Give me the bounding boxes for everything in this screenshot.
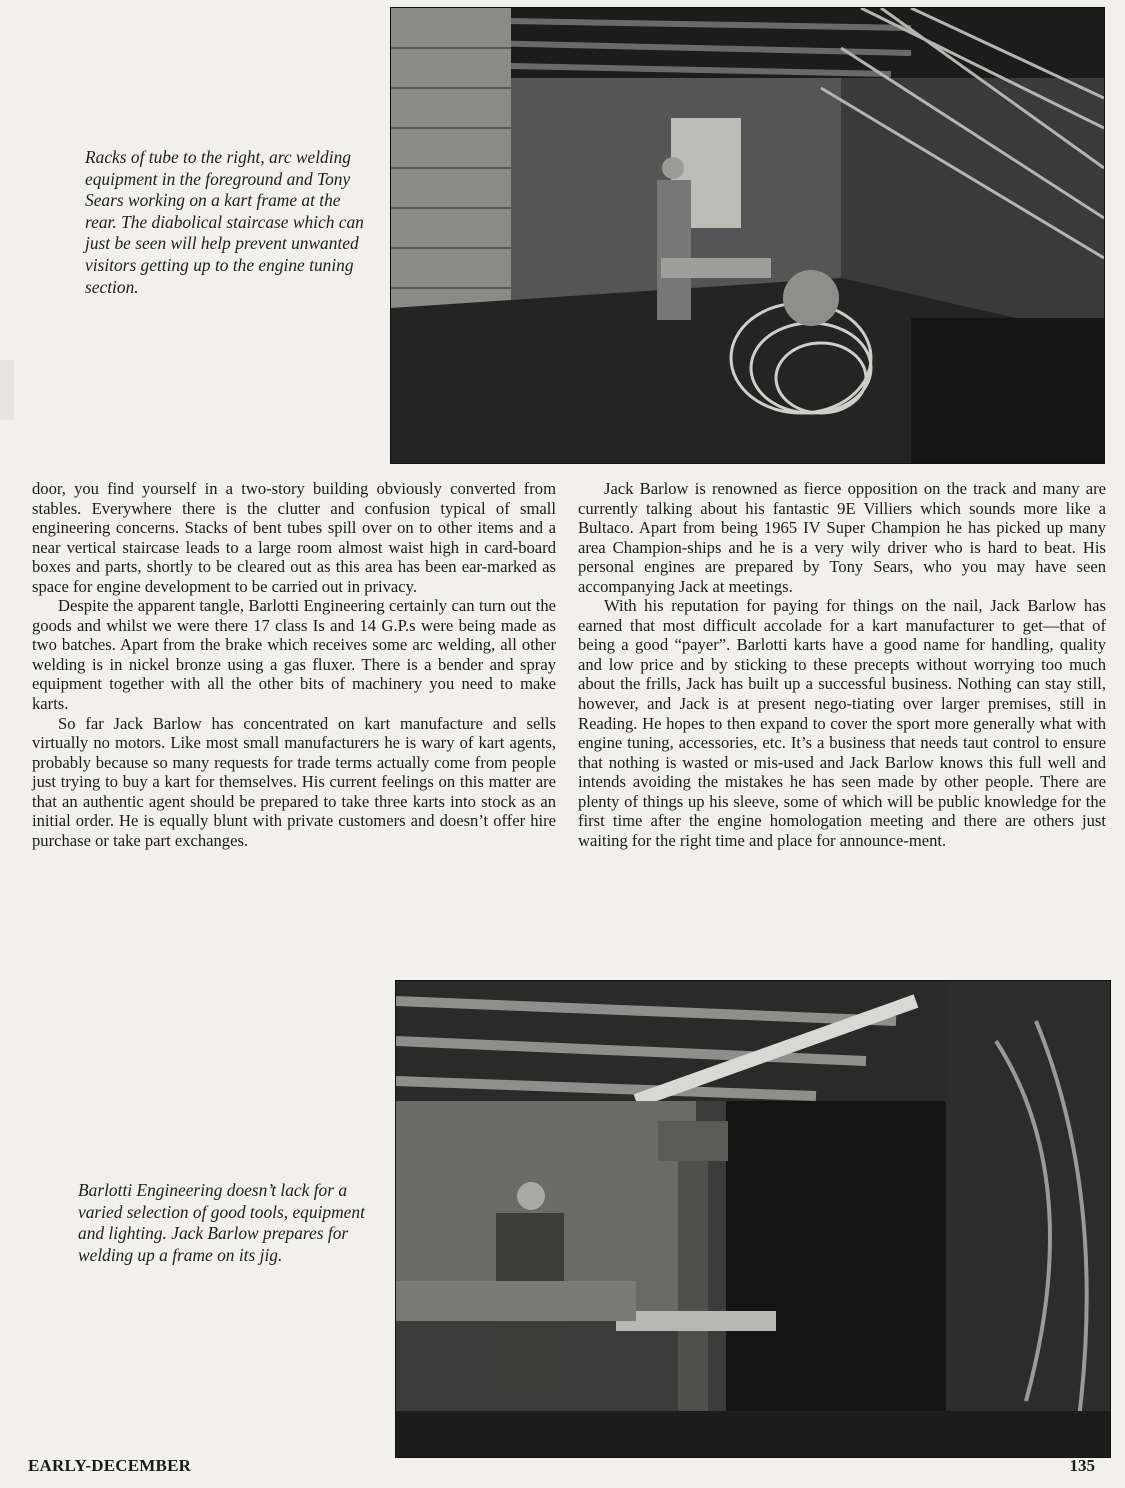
workshop-photo-bottom (395, 980, 1111, 1458)
workshop-photo-top-image (391, 8, 1104, 463)
article-paragraph: door, you find yourself in a two-story building obviously converted from stables. Everywhere there is the clutter and confusion typical of small engineering concerns. Stacks of bent tubes spill over on to other items and a near vertical staircase leads to a large room almost waist high in card-board boxes and parts, shortly to be cleared out as this area has been ear-marked as space for engine development to be carried out in privacy. (32, 479, 556, 596)
page-number: 135 (1069, 1456, 1095, 1475)
photo-caption-bottom: Barlotti Engineering doesn’t lack for a varied selection of good tools, equipment and lighting. Jack Barlow prepares for welding up a frame on its jig. (78, 1180, 365, 1265)
workshop-photo-bottom-image (396, 981, 1110, 1457)
article-paragraph: Jack Barlow is renowned as fierce opposition on the track and many are currently talking about his fantastic 9E Villiers which sounds more like a Bultaco. Apart from being 1965 IV Super Champion he has picked up many area Champion-ships and he is a very wily driver who is hard to beat. His personal engines are prepared by Tony Sears, who you may have seen accompanying Jack at meetings. (578, 479, 1106, 596)
article-paragraph: With his reputation for paying for things on the nail, Jack Barlow has earned that most difficult accolade for a kart manufacturer to get—that of being a good “payer”. Barlotti karts have a good name for handling, quality and low price and by sticking to these precepts without worrying too much about the frills, Jack has built up a successful business. Nothing can stay still, however, and Jack is at present nego-tiating over larger premises, still in Reading. He hopes to then expand to cover the sport more generally what with engine tuning, accessories, etc. It’s a business that needs taut control to ensure that nothing is wasted or mis-used and Jack Barlow knows this full well and intends avoiding the mistakes he has seen made by other people. There are plenty of things up his sleeve, some of which will be public knowledge for the first time after the engine homologation meeting and there are others just waiting for the right time and place for announce-ment. (578, 596, 1106, 850)
issue-label: EARLY-DECEMBER (28, 1456, 192, 1475)
article-paragraph: Despite the apparent tangle, Barlotti Engineering certainly can turn out the goods and whilst we were there 17 class Is and 14 G.P.s were being made as two batches. Apart from the brake which receives some arc welding, all other welding is in nickel bronze using a gas fluxer. There is a bender and spray equipment together with all the other bits of machinery you need to make karts. (32, 596, 556, 714)
workshop-photo-top (390, 7, 1105, 464)
photo-caption-top: Racks of tube to the right, arc welding equipment in the foreground and Tony Sears working on a kart frame at the rear. The diabolical staircase which can just be seen will help prevent unwanted visitors getting up to the engine tuning section. (85, 147, 364, 297)
article-column-left (32, 479, 556, 850)
article-paragraph: So far Jack Barlow has concentrated on kart manufacture and sells virtually no motors. Like most small manufacturers he is wary of kart agents, probably because so many requests for trade terms actually come from people just trying to buy a kart for themselves. His current feelings on this matter are that an authentic agent should be prepared to take three karts into stock as an initial order. He is equally blunt with private customers and doesn’t offer hire purchase or take part exchanges. (32, 713, 556, 850)
article-column-right (578, 479, 1106, 850)
bleed-through-shadow (0, 360, 14, 420)
